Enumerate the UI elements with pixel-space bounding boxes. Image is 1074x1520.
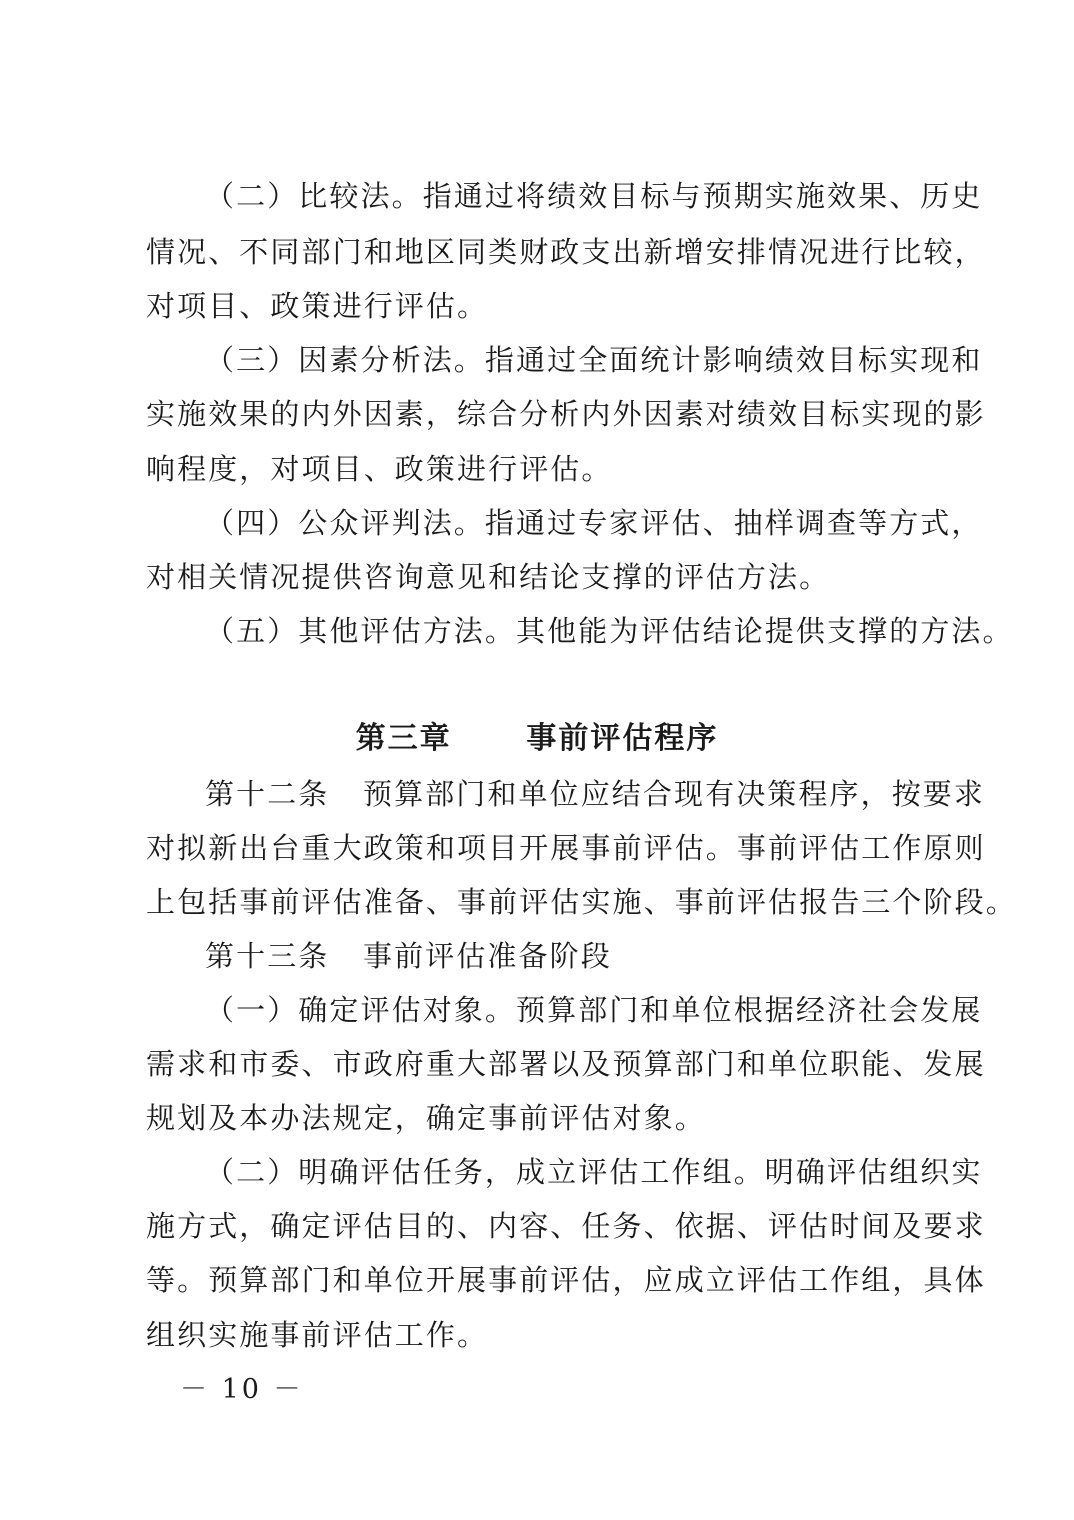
article-13-item-1-line-2: 需求和市委、市政府重大部署以及预算部门和单位职能、发展	[146, 1047, 986, 1081]
article-13-item-2-line-4: 组织实施事前评估工作。	[146, 1318, 489, 1352]
paragraph-factor-analysis-line-3: 响程度，对项目、政策进行评估。	[146, 452, 613, 486]
paragraph-public-review-line-1: （四）公众评判法。指通过专家评估、抽样调查等方式，	[205, 506, 983, 540]
paragraph-factor-analysis-line-1: （三）因素分析法。指通过全面统计影响绩效目标实现和	[205, 343, 983, 377]
article-12-label: 第十二条	[205, 777, 330, 811]
article-13-item-2-line-2: 施方式，确定评估目的、内容、任务、依据、评估时间及要求	[146, 1209, 986, 1243]
chapter-title: 第三章 事前评估程序	[355, 721, 719, 756]
article-13-item-2-line-3: 等。预算部门和单位开展事前评估，应成立评估工作组，具体	[146, 1263, 986, 1297]
article-13-title: 事前评估准备阶段	[363, 939, 612, 973]
paragraph-comparison-line-1: （二）比较法。指通过将绩效目标与预期实施效果、历史	[205, 179, 983, 213]
paragraph-factor-analysis-line-2: 实施效果的内外因素，综合分析内外因素对绩效目标实现的影	[146, 397, 986, 431]
article-13-item-1-line-3: 规划及本办法规定，确定事前评估对象。	[146, 1101, 706, 1135]
paragraph-other-methods: （五）其他评估方法。其他能为评估结论提供支撑的方法。	[205, 614, 1014, 648]
paragraph-public-review-line-2: 对相关情况提供咨询意见和结论支撑的评估方法。	[146, 560, 831, 594]
paragraph-comparison-line-3: 对项目、政策进行评估。	[146, 289, 489, 323]
article-13-label: 第十三条	[205, 939, 330, 973]
paragraph-comparison-line-2: 情况、不同部门和地区同类财政支出新增安排情况进行比较，	[146, 235, 986, 269]
article-13-item-2-line-1: （二）明确评估任务，成立评估工作组。明确评估组织实	[205, 1155, 983, 1189]
article-13-line	[205, 936, 1005, 976]
article-12-line-3: 上包括事前评估准备、事前评估实施、事前评估报告三个阶段。	[146, 885, 1017, 919]
page-number: － 10 －	[180, 1374, 304, 1405]
article-12-text-1: 预算部门和单位应结合现有决策程序，按要求	[363, 777, 986, 811]
article-12-line-1	[205, 774, 1005, 814]
article-13-item-1-line-1: （一）确定评估对象。预算部门和单位根据经济社会发展	[205, 993, 983, 1027]
article-12-line-2: 对拟新出台重大政策和项目开展事前评估。事前评估工作原则	[146, 831, 986, 865]
